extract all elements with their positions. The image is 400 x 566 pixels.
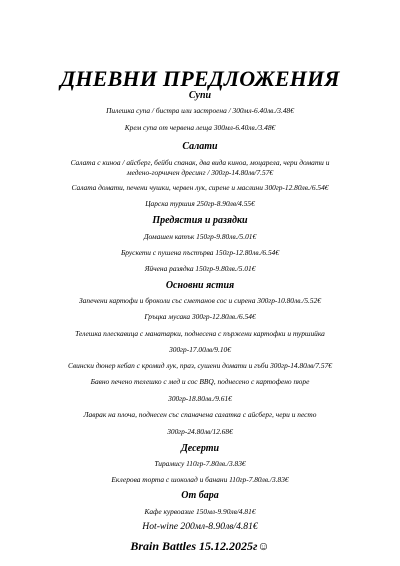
section-heading-starters: Предястия и разядки [152, 215, 248, 226]
menu-item: 300гр-24.80лв/12.68€ [167, 427, 233, 436]
menu-item: Свински дюнер кебап с кромид лук, праз, сушени домати и гъби 300гр-14.80лв/7.57€ [68, 361, 332, 370]
menu-item: Гръцка мусака 300гр-12.80лв./6.54€ [144, 312, 256, 321]
menu-item: Брускети с пушена пъстърва 150гр-12.80лв./6.54€ [120, 248, 280, 257]
section-heading-soups: Супи [188, 90, 212, 101]
menu-item: 300гр-18.80лв./9.61€ [168, 394, 232, 403]
menu-item: Тирамису 110гр-7.80лв./3.83€ [154, 459, 246, 468]
menu-item: Крем супа от червена леща 300мл-6.40лв./3.48€ [124, 123, 276, 132]
menu-item: Пилешка супа / бистра или застроена / 300мл-6.40лв./3.48€ [106, 106, 294, 115]
menu-item: Кафе курвоазие 150мл-9.90лв/4.81€ [144, 507, 256, 516]
section-heading-desserts: Десерти [180, 443, 220, 454]
menu-item: медено-горчичен дресинг / 300гр-14.80лв/7.57€ [126, 168, 274, 177]
page-title: ДНЕВНИ ПРЕДЛОЖЕНИЯ [60, 66, 340, 91]
menu-item: Еклерова торта с шоколад и банани 110гр-7.80лв./3.83€ [111, 475, 289, 484]
menu-item: Домашен катък 150гр-9.80лв./5.01€ [143, 232, 257, 241]
footer-event-date: Brain Battles 15.12.2025г☺ [130, 539, 270, 553]
menu-item: Лаврак на плоча, поднесен със спаначена салатка с айсберг, чери и песто [83, 410, 317, 419]
menu-item: Запечени картофи и броколи със сметанов сос и сирена 300гр-10.80лв./5.52€ [79, 296, 321, 305]
menu-item: Hot-wine 200мл-8.90лв/4.81€ [142, 521, 258, 532]
menu-item: Салата с киноа / айсберг, бейби спанак, два вида киноа, моцарела, чери домати и [70, 158, 330, 167]
menu-item: Царска туршия 250гр-8.90лв/4.55€ [145, 199, 255, 208]
section-heading-salads: Салати [182, 141, 218, 152]
menu-item: 300гр-17.00лв/9.10€ [169, 345, 231, 354]
menu-item: Бавно печено телешко с мед и сос BBQ, поднесено с картофено пюре [90, 377, 310, 386]
menu-item: Яйчена разядка 150гр-9.80лв./5.01€ [144, 264, 256, 273]
section-heading-bar: От бара [181, 490, 219, 501]
menu-item: Салата домати, печени чушки, червен лук, сирене и маслини 300гр-12.80лв./6.54€ [71, 183, 329, 192]
menu-item: Телешка плескавица с манатарки, поднесена с пържени картофки и туршийка [75, 329, 325, 338]
section-heading-mains: Основни ястия [165, 280, 235, 291]
